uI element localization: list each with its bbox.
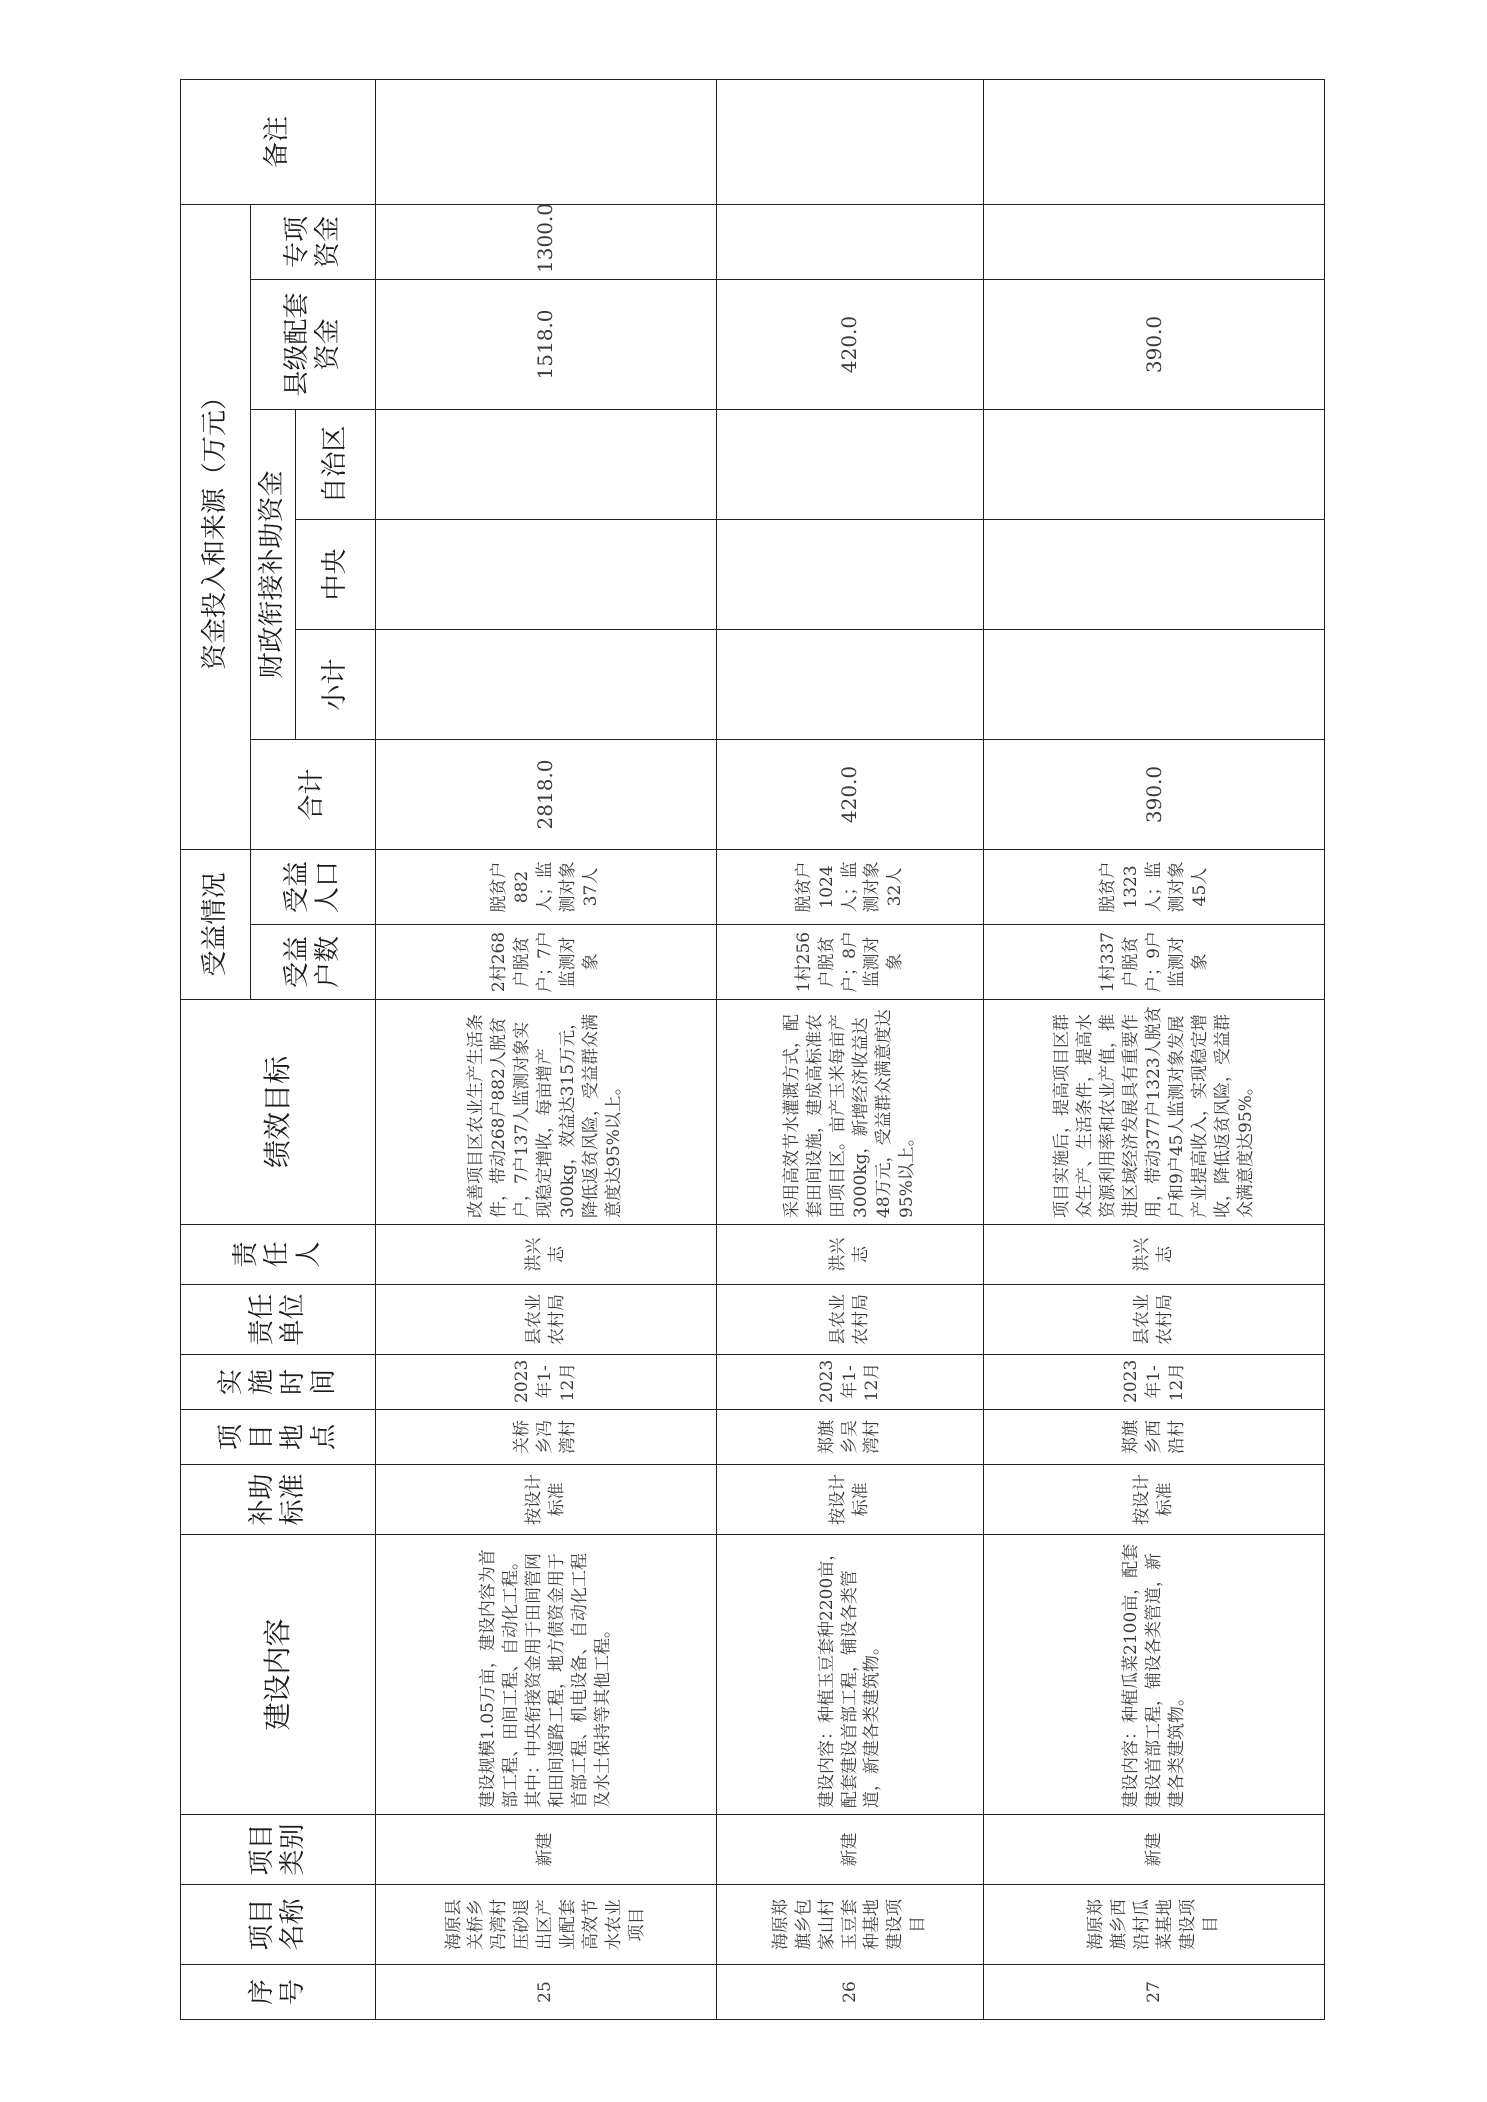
cell-total: 2818.0 — [376, 739, 717, 849]
cell-goal: 采用高效节水灌溉方式，配套田间设施，建成高标准农田项目区。亩产玉米每亩产3000kg，新增经济收益达48万元，受益群众满意度达95%以上。 — [716, 1000, 984, 1225]
header-content: 建设内容 — [181, 1535, 376, 1815]
cell-subtotal — [716, 629, 984, 739]
cell-regional — [984, 409, 1325, 519]
cell-person: 洪兴志 — [716, 1225, 984, 1285]
cell-unit: 县农业农村局 — [984, 1285, 1325, 1355]
header-special: 专项资金 — [251, 204, 376, 279]
cell-period: 2023年1-12月 — [984, 1355, 1325, 1410]
header-period: 实施时间 — [181, 1355, 376, 1410]
cell-regional — [716, 409, 984, 519]
header-subtotal: 小计 — [296, 629, 376, 739]
cell-unit: 县农业农村局 — [376, 1285, 717, 1355]
cell-content: 建设内容：种植玉豆套种2200亩，配套建设首部工程，铺设各类管道，新建各类建筑物。 — [716, 1535, 984, 1815]
cell-remark — [984, 79, 1325, 204]
cell-special — [984, 204, 1325, 279]
cell-central — [716, 519, 984, 629]
cell-name: 海原郑旗乡包家山村玉豆套种基地建设项目 — [716, 1885, 984, 1965]
header-goal: 绩效目标 — [181, 1000, 376, 1225]
cell-special: 1300.0 — [376, 204, 717, 279]
header-fiscal: 财政衔接补助资金 — [251, 409, 296, 739]
cell-county: 420.0 — [716, 279, 984, 409]
cell-central — [376, 519, 717, 629]
header-county: 县级配套资金 — [251, 279, 376, 409]
header-population: 受益人口 — [251, 849, 376, 924]
header-location: 项目地点 — [181, 1410, 376, 1465]
header-benefit: 受益情况 — [181, 849, 251, 999]
header-category: 项目类别 — [181, 1815, 376, 1885]
cell-content: 建设规模1.05万亩，建设内容为首部工程、田间工程、自动化工程。其中：中央衔接资金用于田间管网和田间道路工程，地方债资金用于首部工程、机电设备、自动化工程及水土保持等其他工程。 — [376, 1535, 717, 1815]
cell-category: 新建 — [716, 1815, 984, 1885]
header-remark: 备注 — [181, 79, 376, 204]
cell-location: 关桥乡冯湾村 — [376, 1410, 717, 1465]
header-name: 项目名称 — [181, 1885, 376, 1965]
cell-remark — [716, 79, 984, 204]
cell-population: 脱贫户882人；监测对象37人 — [376, 849, 717, 924]
cell-county: 390.0 — [984, 279, 1325, 409]
cell-goal: 项目实施后，提高项目区群众生产、生活条件，提高水资源利用率和农业产值，推进区域经济发展具有重要作用，带动377户1323人脱贫户和9户45人监测对象发展产业提高收入，实现稳定增收，降低返贫风险，受益群众满意度达95%。 — [984, 1000, 1325, 1225]
cell-population: 脱贫户1323人；监测对象45人 — [984, 849, 1325, 924]
cell-name: 海原县关桥乡冯湾村压砂退出区产业配套高效节水农业项目 — [376, 1885, 717, 1965]
cell-period: 2023年1-12月 — [376, 1355, 717, 1410]
project-table — [180, 79, 1325, 2020]
cell-county: 1518.0 — [376, 279, 717, 409]
cell-person: 洪兴志 — [984, 1225, 1325, 1285]
cell-households: 2村268户脱贫户；7户监测对象 — [376, 925, 717, 1000]
cell-category: 新建 — [376, 1815, 717, 1885]
cell-seq: 27 — [984, 1965, 1325, 2020]
header-households: 受益户数 — [251, 925, 376, 1000]
cell-content: 建设内容：种植瓜菜2100亩，配套建设首部工程，铺设各类管道，新建各类建筑物。 — [984, 1535, 1325, 1815]
cell-special — [716, 204, 984, 279]
cell-total: 390.0 — [984, 739, 1325, 849]
header-central: 中央 — [296, 519, 376, 629]
rotated-table-area — [180, 100, 1325, 2020]
cell-total: 420.0 — [716, 739, 984, 849]
cell-location: 郑旗乡吴湾村 — [716, 1410, 984, 1465]
header-standard: 补助标准 — [181, 1465, 376, 1535]
cell-central — [984, 519, 1325, 629]
cell-standard: 按设计标准 — [984, 1465, 1325, 1535]
cell-category: 新建 — [984, 1815, 1325, 1885]
header-seq: 序号 — [181, 1965, 376, 2020]
cell-seq: 26 — [716, 1965, 984, 2020]
cell-standard: 按设计标准 — [716, 1465, 984, 1535]
header-funds: 资金投入和来源（万元） — [181, 204, 251, 849]
cell-standard: 按设计标准 — [376, 1465, 717, 1535]
cell-remark — [376, 79, 717, 204]
cell-subtotal — [376, 629, 717, 739]
cell-households: 1村256户脱贫户；8户监测对象 — [716, 925, 984, 1000]
header-regional: 自治区 — [296, 409, 376, 519]
header-unit: 责任单位 — [181, 1285, 376, 1355]
cell-subtotal — [984, 629, 1325, 739]
table-row — [376, 79, 717, 2019]
cell-period: 2023年1-12月 — [716, 1355, 984, 1410]
cell-name: 海原郑旗乡西沿村瓜菜基地建设项目 — [984, 1885, 1325, 1965]
cell-population: 脱贫户1024人；监测对象32人 — [716, 849, 984, 924]
cell-households: 1村337户脱贫户；9户监测对象 — [984, 925, 1325, 1000]
cell-person: 洪兴志 — [376, 1225, 717, 1285]
table-row — [716, 79, 984, 2019]
header-total: 合计 — [251, 739, 376, 849]
cell-seq: 25 — [376, 1965, 717, 2020]
cell-goal: 改善项目区农业生产生活条件，带动268户882人脱贫户，7户137人监测对象实现稳定增收，每亩增产300kg，效益达315万元，降低返贫风险，受益群众满意度达95%以上。 — [376, 1000, 717, 1225]
cell-location: 郑旗乡西沿村 — [984, 1410, 1325, 1465]
cell-regional — [376, 409, 717, 519]
header-person: 责任人 — [181, 1225, 376, 1285]
table-row — [984, 79, 1325, 2019]
cell-unit: 县农业农村局 — [716, 1285, 984, 1355]
